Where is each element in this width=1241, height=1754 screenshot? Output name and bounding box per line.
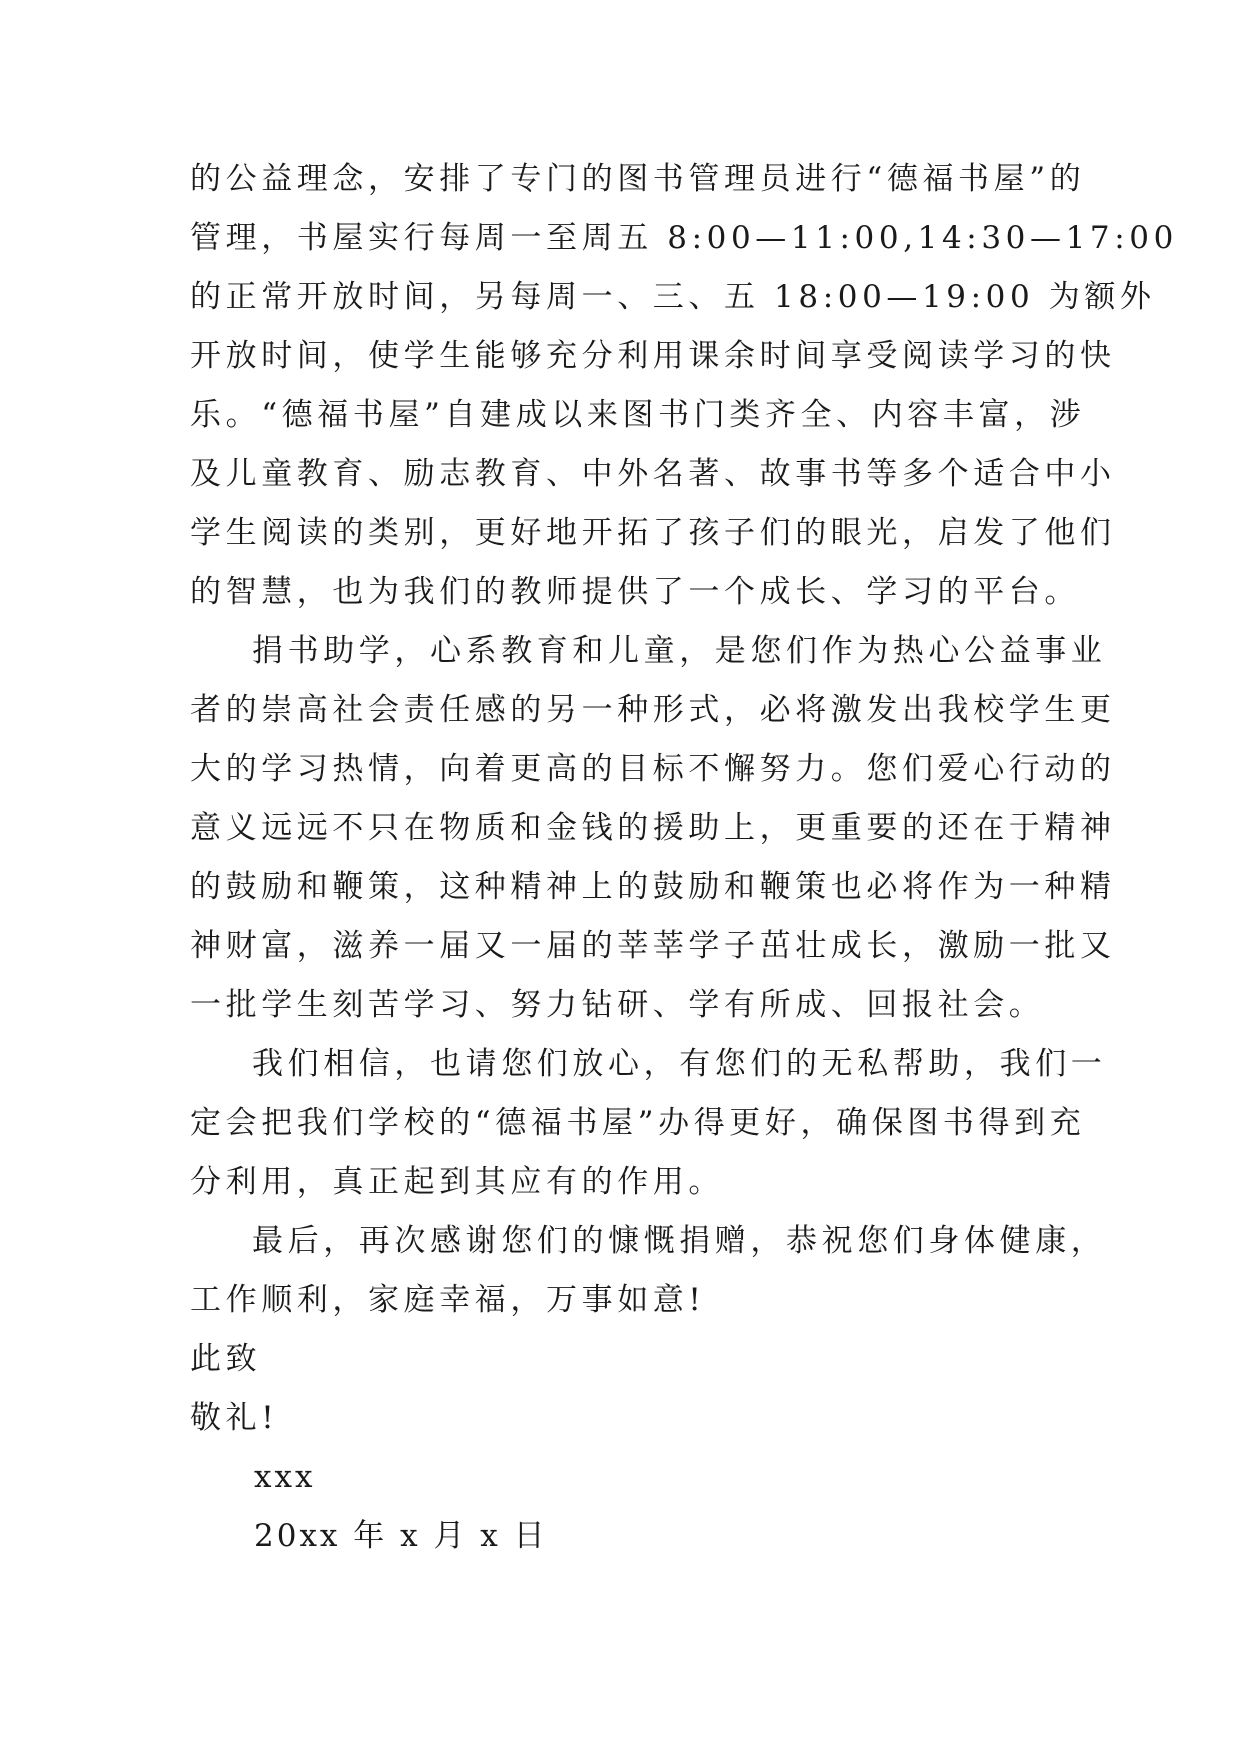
text-line: 的公益理念，安排了专门的图书管理员进行“德福书屋”的 [190, 161, 1086, 197]
paragraph-1 [190, 150, 1178, 622]
text-line: 意义远远不只在物质和金钱的援助上，更重要的还在于精神 [190, 810, 1116, 846]
text-line: 神财富，滋养一届又一届的莘莘学子茁壮成长，激励一批又 [190, 928, 1116, 964]
text-line: 及儿童教育、励志教育、中外名著、故事书等多个适合中小 [190, 456, 1116, 492]
text-line: 管理，书屋实行每周一至周五 8:00—11:00,14:30—17:00 [190, 220, 1178, 256]
paragraph-4 [190, 1212, 1107, 1330]
text-line: 的鼓励和鞭策，这种精神上的鼓励和鞭策也必将作为一种精 [190, 869, 1116, 905]
text-line: 捐书助学，心系教育和儿童，是您们作为热心公益事业 [252, 633, 1107, 669]
closing-salutation: 此致 [190, 1341, 262, 1377]
text-line: 开放时间，使学生能够充分利用课余时间享受阅读学习的快 [190, 338, 1116, 374]
text-line: 我们相信，也请您们放心，有您们的无私帮助，我们一 [252, 1046, 1107, 1082]
letter-date: 20xx 年 x 月 x 日 [254, 1518, 548, 1554]
signer-name: xxx [254, 1459, 316, 1495]
paragraph-2 [190, 622, 1116, 1035]
text-line: 学生阅读的类别，更好地开拓了孩子们的眼光，启发了他们 [190, 515, 1116, 551]
text-line: 乐。“德福书屋”自建成以来图书门类齐全、内容丰富，涉 [190, 397, 1086, 433]
closing-regards: 敬礼! [190, 1400, 279, 1436]
text-line: 工作顺利，家庭幸福，万事如意! [190, 1282, 706, 1318]
text-line: 的正常开放时间，另每周一、三、五 18:00—19:00 为额外 [190, 279, 1156, 315]
text-line: 大的学习热情，向着更高的目标不懈努力。您们爱心行动的 [190, 751, 1116, 787]
paragraph-3 [190, 1035, 1107, 1212]
text-line: 分利用，真正起到其应有的作用。 [190, 1164, 724, 1200]
text-line: 定会把我们学校的“德福书屋”办得更好，确保图书得到充 [190, 1105, 1086, 1141]
text-line: 的智慧，也为我们的教师提供了一个成长、学习的平台。 [190, 574, 1080, 610]
letter-body [190, 150, 1178, 1566]
text-line: 者的崇高社会责任感的另一种形式，必将激发出我校学生更 [190, 692, 1116, 728]
text-line: 最后，再次感谢您们的慷慨捐赠，恭祝您们身体健康， [252, 1223, 1107, 1259]
text-line: 一批学生刻苦学习、努力钻研、学有所成、回报社会。 [190, 987, 1045, 1023]
